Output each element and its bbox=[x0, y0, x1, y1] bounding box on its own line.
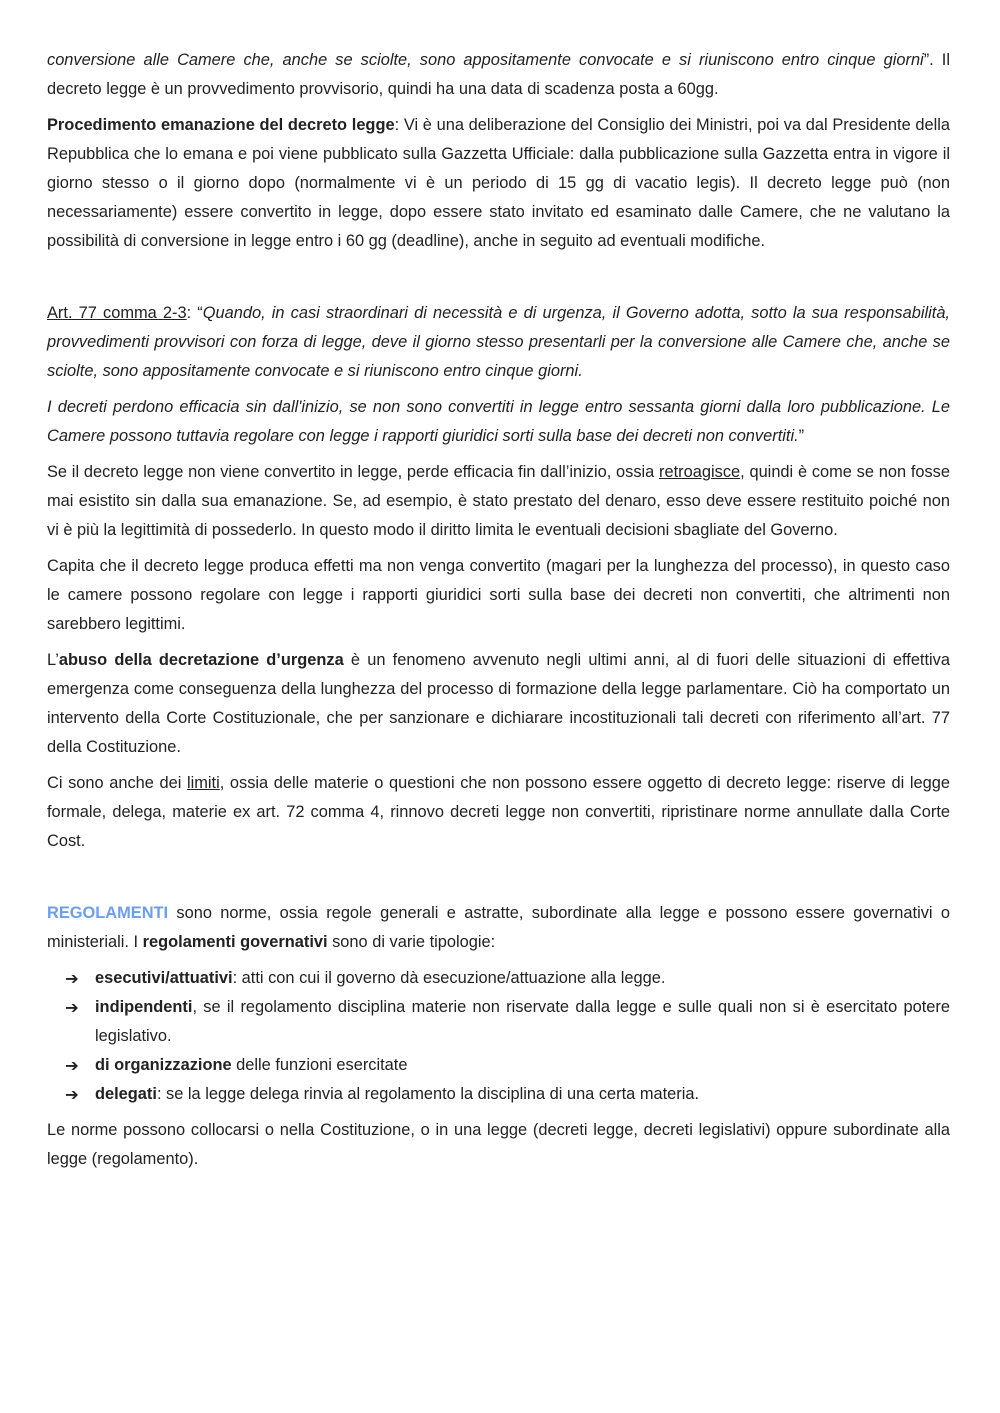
text: , quindi è come se non fosse mai esistito sin dalla sua emanazione. Se, ad esempio, è stato prestato del denaro, esso deve essere restituito poiché non vi è più la legittimità di possederlo. In questo modo il diritto limita le eventuali decisioni sbagliate del Governo. bbox=[47, 463, 950, 539]
paragraph-procedure bbox=[47, 111, 950, 256]
underlined-term: limiti bbox=[186, 774, 220, 792]
italic-quote-end: conversione alle Camere che, anche se sciolte, sono appositamente convocate e si riuniscono entro cinque giorni bbox=[47, 51, 924, 69]
paragraph-regolamenti bbox=[47, 899, 950, 957]
underlined-term: retroagisce bbox=[659, 463, 741, 481]
article-quote: Quando, in casi straordinari di necessità e di urgenza, il Governo adotta, sotto la sua responsabilità, provvedimenti provvisori con forza di legge, deve il giorno stesso presentarli per la conversione alle Camere che, anche se sciolte, sono appositamente convocate e si riuniscono entro cinque giorni. bbox=[47, 304, 950, 380]
list-item-text: : se la legge delega rinvia al regolamento la disciplina di una certa materia. bbox=[156, 1085, 700, 1103]
text: ”. Il decreto legge è un provvedimento provvisorio, quindi ha una data di scadenza posta a 60gg. bbox=[47, 51, 951, 98]
text: Capita che il decreto legge produca effetti ma non venga convertito (magari per la lunghezza del processo), in questo caso le camere possono regolare con legge i rapporti giuridici sorti sulla base dei decreti non convertiti, che altrimenti non sarebbero legittimi. bbox=[47, 557, 950, 633]
text: sono norme, ossia regole generali e astratte, subordinate alla legge e possono essere governativi o ministeriali. I bbox=[47, 904, 950, 951]
arrow-right-icon: ➔ bbox=[65, 1056, 79, 1075]
paragraph-abuse bbox=[47, 646, 950, 762]
paragraph-limits bbox=[47, 769, 950, 856]
paragraph-effects bbox=[47, 552, 950, 639]
text: : Vi è una deliberazione del Consiglio dei Ministri, poi va dal Presidente della Repubblica che lo emana e poi viene pubblicato sulla Gazzetta Ufficiale: dalla pubblicazione sulla Gazzetta entra in vigore il giorno stesso o il giorno dopo (normalmente vi è un periodo di 15 gg di vacatio legis). Il decreto legge può (non necessariamente) essere convertito in legge, dopo essere stato invitato ed esaminato dalle Camere, che ne valutano la possibilità di conversione in legge entro i 60 gg (deadline), anche in seguito ad eventuali modifiche. bbox=[47, 116, 950, 250]
list-item bbox=[47, 1051, 950, 1080]
text: Le norme possono collocarsi o nella Costituzione, o in una legge (decreti legge, decreti legislativi) oppure subordinate alla legge (regolamento). bbox=[47, 1121, 950, 1168]
section-heading-regolamenti: REGOLAMENTI bbox=[47, 904, 169, 922]
spacer bbox=[47, 263, 950, 299]
paragraph-norms-placement bbox=[47, 1116, 950, 1174]
list-item-text: , se il regolamento disciplina materie non riservate dalla legge e sulle quali non si è esercitato potere legislativo. bbox=[95, 998, 950, 1045]
arrow-right-icon: ➔ bbox=[65, 1085, 79, 1104]
list-item-text: : atti con cui il governo dà esecuzione/attuazione alla legge. bbox=[232, 969, 666, 987]
list-item-term: delegati bbox=[95, 1085, 157, 1103]
article-quote-continued: I decreti perdono efficacia sin dall'inizio, se non sono convertiti in legge entro sessanta giorni dalla loro pubblicazione. Le Camere possono tuttavia regolare con legge i rapporti giuridici sorti sulla base dei decreti non convertiti. bbox=[47, 398, 950, 445]
list-item-term: di organizzazione bbox=[95, 1056, 232, 1074]
paragraph-retroactivity bbox=[47, 458, 950, 545]
paragraph-art77-continued bbox=[47, 393, 950, 451]
text: Se il decreto legge non viene convertito in legge, perde efficacia fin dall’inizio, ossia bbox=[47, 463, 660, 481]
article-reference: Art. 77 comma 2-3 bbox=[47, 304, 187, 322]
list-item-term: indipendenti bbox=[95, 998, 193, 1016]
arrow-right-icon: ➔ bbox=[65, 998, 79, 1017]
spacer bbox=[47, 863, 950, 899]
text: , ossia delle materie o questioni che non possono essere oggetto di decreto legge: riserve di legge formale, delega, materie ex art. 72 comma 4, rinnovo decreti legge non convertiti, ripristinare norme annullate dalla Corte Cost. bbox=[47, 774, 950, 850]
arrow-right-icon: ➔ bbox=[65, 969, 79, 988]
bold-term: abuso della decretazione d’urgenza bbox=[58, 651, 344, 669]
text: Ci sono anche dei bbox=[47, 774, 187, 792]
text: : “ bbox=[186, 304, 203, 322]
document-page bbox=[47, 46, 950, 1181]
paragraph-conversion-end bbox=[47, 46, 950, 104]
bold-term: regolamenti governativi bbox=[142, 933, 328, 951]
procedure-title: Procedimento emanazione del decreto legge bbox=[47, 116, 395, 134]
list-item-text: delle funzioni esercitate bbox=[231, 1056, 408, 1074]
text: ” bbox=[798, 427, 805, 445]
text: è un fenomeno avvenuto negli ultimi anni, al di fuori delle situazioni di effettiva emergenza come conseguenza della lunghezza del processo di formazione della legge parlamentare. Ciò ha comportato un intervento della Corte Costituzionale, che per sanzionare e dichiarare incostituzionali tali decreti con riferimento all’art. 77 della Costituzione. bbox=[47, 651, 950, 756]
paragraph-art77 bbox=[47, 299, 950, 386]
list-item-term: esecutivi/attuativi bbox=[95, 969, 233, 987]
list-item bbox=[47, 964, 950, 993]
list-item bbox=[47, 1080, 950, 1109]
regulation-types-list bbox=[47, 964, 950, 1109]
list-item bbox=[47, 993, 950, 1051]
text: sono di varie tipologie: bbox=[327, 933, 496, 951]
text: L’ bbox=[47, 651, 59, 669]
